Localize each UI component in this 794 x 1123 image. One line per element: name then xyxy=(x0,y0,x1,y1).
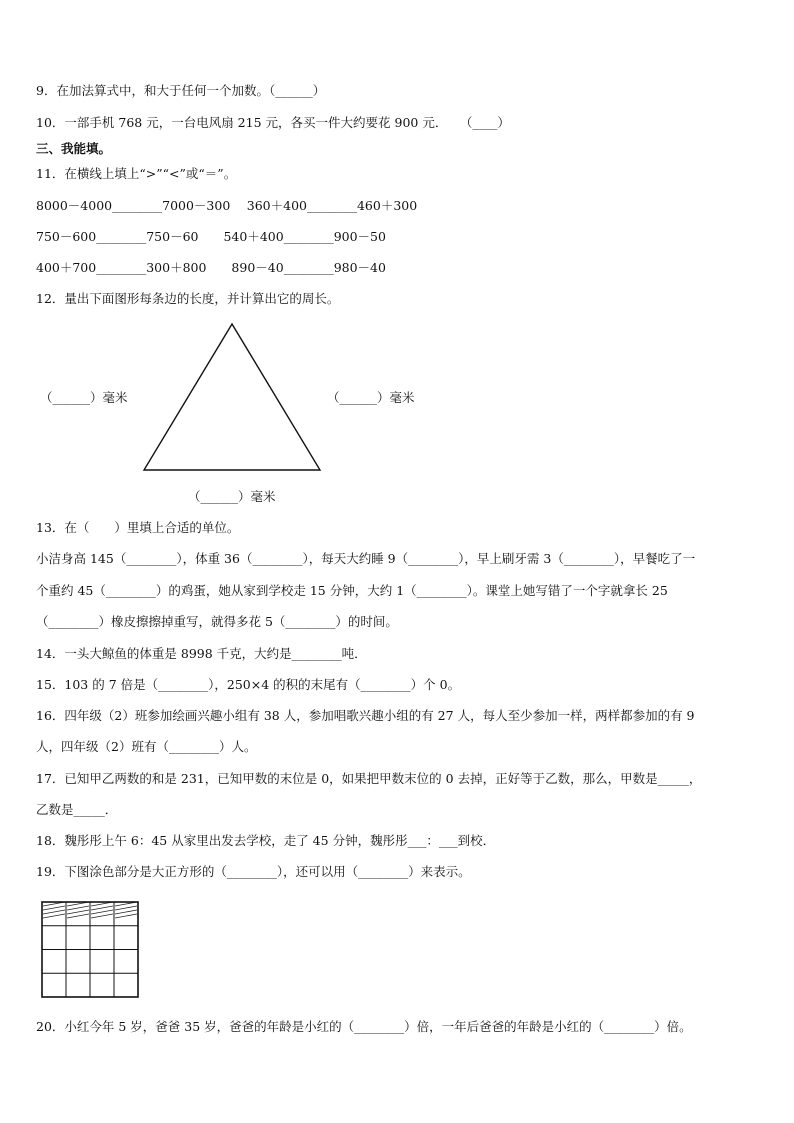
question-9: 9．在加法算式中，和大于任何一个加数。（______） xyxy=(36,83,326,98)
question-11-row-1: 8000－4000________7000－300 360＋400________460＋300 xyxy=(36,198,418,213)
triangle-figure xyxy=(130,318,340,478)
question-20: 20．小红今年 5 岁，爸爸 35 岁，爸爸的年龄是小红的（________）倍，一年后爸爸的年龄是小红的（________）倍。 xyxy=(36,1019,692,1034)
question-10: 10．一部手机 768 元，一台电风扇 215 元，各买一件大约要花 900 元． （____） xyxy=(36,115,510,130)
left-side-answer-label: （______）毫米 xyxy=(40,390,128,405)
question-11-row-3: 400＋700________300＋800 890－40________980－40 xyxy=(36,260,386,275)
question-18: 18．魏彤彤上午 6：45 从家里出发去学校，走了 45 分钟，魏彤彤___：___到校． xyxy=(36,833,496,848)
question-13-line-1: 小洁身高 145（________），体重 36（________），每天大约睡 9（________），早上刷牙需 3（________），早餐吃了一 xyxy=(36,551,696,566)
triangle xyxy=(144,324,320,470)
shaded-square-grid xyxy=(40,900,142,1000)
question-17-line-1: 17．已知甲乙两数的和是 231，已知甲数的末位是 0，如果把甲数末位的 0 去掉，正好等于乙数，那么，甲数是_____， xyxy=(36,771,702,786)
question-13: 13．在（ ）里填上合适的单位。 xyxy=(36,520,240,535)
question-14: 14．一头大鲸鱼的体重是 8998 千克，大约是________吨． xyxy=(36,646,367,661)
question-11-row-2: 750－600________750－60 540＋400________900－50 xyxy=(36,229,386,244)
question-17-line-2: 乙数是_____． xyxy=(36,802,118,817)
question-13-line-3: （________）橡皮擦擦掉重写，就得多花 5（________）的时间。 xyxy=(36,614,398,629)
question-13-line-2: 个重约 45（________）的鸡蛋，她从家到学校走 15 分钟，大约 1（________）。课堂上她写错了一个字就拿长 25 xyxy=(36,583,668,598)
question-16-line-2: 人，四年级（2）班有（________）人。 xyxy=(36,739,257,754)
question-16-line-1: 16．四年级（2）班参加绘画兴趣小组有 38 人，参加唱歌兴趣小组的有 27 人，每人至少参加一样，两样都参加的有 9 xyxy=(36,708,695,723)
question-19: 19．下图涂色部分是大正方形的（________），还可以用（________）来表示。 xyxy=(36,864,471,879)
question-12: 12．量出下面图形每条边的长度，并计算出它的周长。 xyxy=(36,291,340,306)
question-11: 11．在横线上填上“>”“<”或“＝”。 xyxy=(36,166,237,181)
bottom-side-answer-label: （______）毫米 xyxy=(188,489,276,504)
section-heading: 三、我能填。 xyxy=(36,141,112,156)
question-15: 15．103 的 7 倍是（________），250×4 的积的末尾有（________）个 0。 xyxy=(36,677,461,692)
right-side-answer-label: （______）毫米 xyxy=(327,390,415,405)
